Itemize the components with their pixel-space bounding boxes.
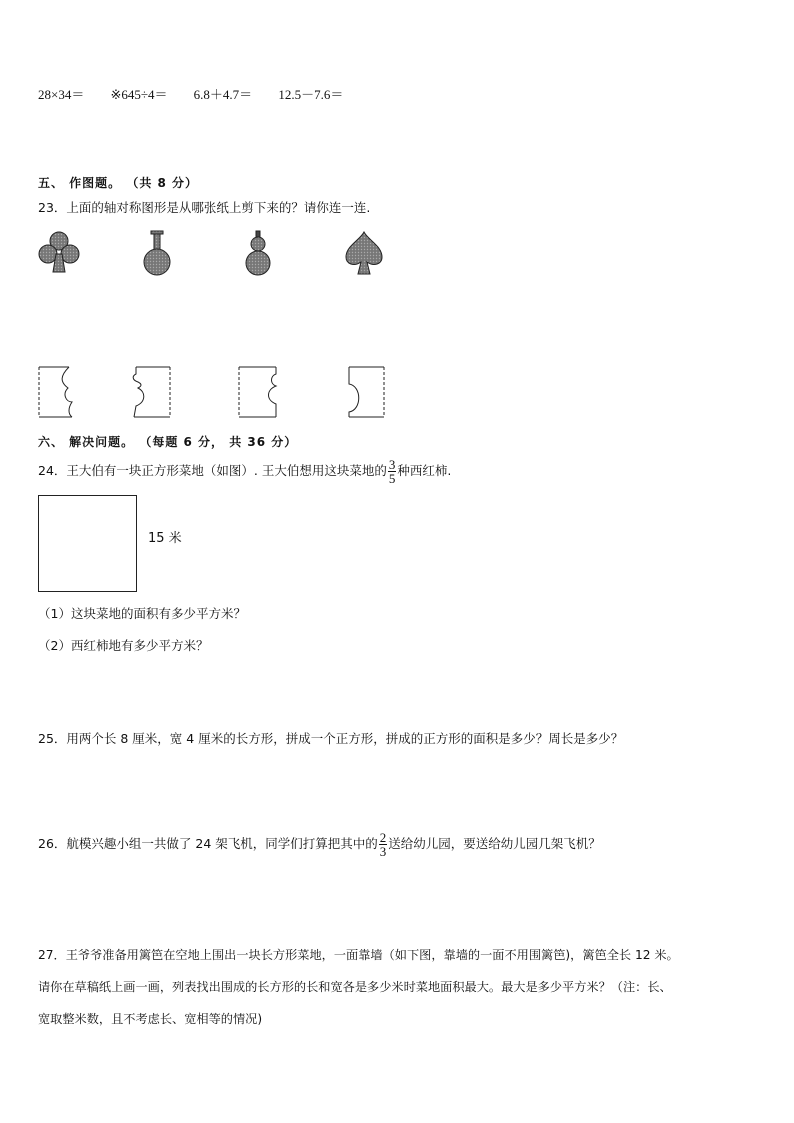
q26-frac-num: 2 (379, 830, 387, 845)
question-23: 23．上面的轴对称图形是从哪张纸上剪下来的？请你连一连. (38, 200, 371, 215)
q24-sub-2: （2）西红柿地有多少平方米？ (38, 638, 209, 653)
paper-bump-right (130, 366, 174, 418)
question-26 (38, 829, 601, 859)
vegetable-plot-square (38, 495, 137, 592)
calc-item-3: 6.8＋4.7＝ (193, 87, 253, 102)
club-shape (36, 230, 82, 276)
paper-gourd-cut (238, 366, 280, 418)
question-27-line-3: 宽取整米数，且不考虑长、宽相等的情况) (38, 1012, 263, 1026)
section-six-heading: 六、 解决问题。 （每题 6 分， 共 36 分） (38, 435, 298, 449)
q24-text-before: 24．王大伯有一块正方形菜地（如图）. 王大伯想用这块菜地的 (38, 463, 387, 478)
side-length-label: 15 米 (148, 531, 182, 546)
calc-row (38, 84, 365, 103)
q26-text-after: 送给幼儿园，要送给幼儿园几架飞机？ (388, 836, 601, 851)
gourd-shape (242, 230, 274, 276)
q26-text-before: 26．航模兴趣小组一共做了 24 架飞机，同学们打算把其中的 (38, 836, 378, 851)
calc-item-4: 12.5－7.6＝ (278, 87, 344, 102)
question-27-line-2: 请你在草稿纸上画一画，列表找出围成的长方形的长和宽各是多少米时菜地面积最大。最大是多少平方米？（注：长、 (38, 980, 672, 994)
key-circle-shape (140, 230, 174, 276)
question-27-line-1: 27．王爷爷准备用篱笆在空地上围出一块长方形菜地，一面靠墙（如下图，靠墙的一面不用围篱笆)，篱笆全长 12 米。 (38, 948, 679, 962)
question-24 (38, 456, 451, 486)
question-25: 25．用两个长 8 厘米，宽 4 厘米的长方形，拼成一个正方形，拼成的正方形的面积是多少？周长是多少？ (38, 731, 624, 746)
paper-round-cut (344, 366, 388, 418)
q24-text-after: 种西红柿. (397, 463, 452, 478)
calc-item-2: ※645÷4＝ (110, 87, 168, 102)
section-five-heading: 五、 作图题。 （共 8 分） (38, 176, 199, 190)
paper-wave-left (38, 366, 78, 418)
q24-fraction (388, 458, 397, 485)
q24-sub-1: （1）这块菜地的面积有多少平方米？ (38, 606, 246, 621)
spade-shape (342, 230, 386, 276)
q24-frac-num: 3 (388, 457, 396, 472)
q26-fraction (379, 831, 388, 858)
q26-frac-den: 3 (379, 844, 387, 859)
q24-frac-den: 5 (388, 471, 396, 486)
calc-item-1: 28×34＝ (38, 87, 85, 102)
